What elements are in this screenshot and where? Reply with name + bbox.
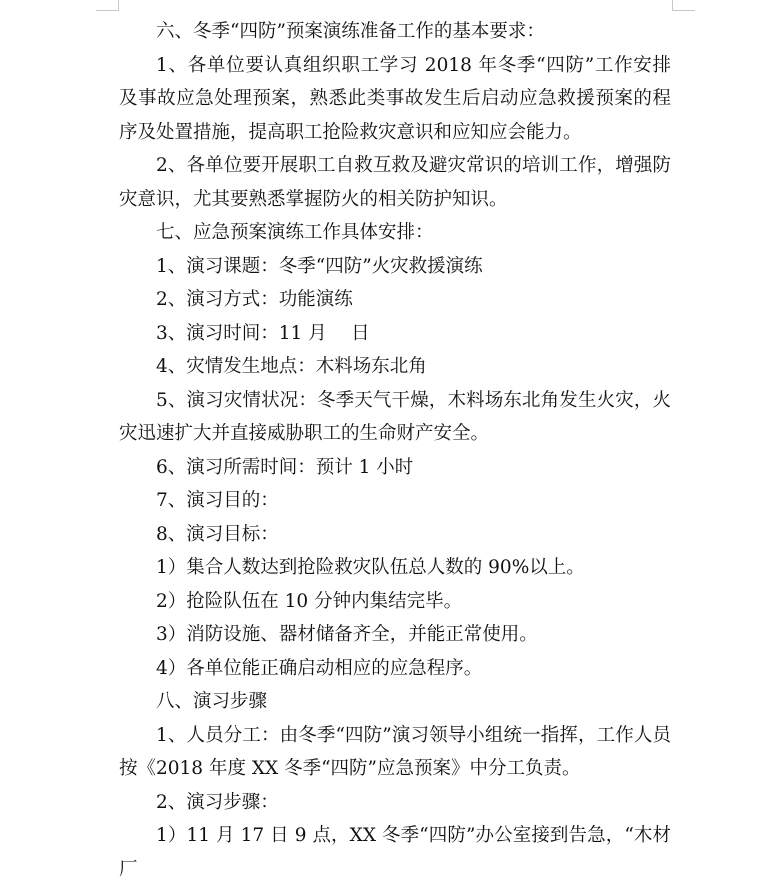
paragraph: 1、各单位要认真组织职工学习 2018 年冬季“四防”工作安排及事故应急处理预案，熟悉此类事故发生后启动应急救援预案的程序及处置措施，提高职工抢险救灾意识和应知应会能力。 [119,54,671,143]
page-corner-mark-right [672,0,695,11]
list-item: 1、人员分工：由冬季“四防”演习领导小组统一指挥，工作人员按《2018 年度 XX 冬季“四防”应急预案》中分工负责。 [119,724,671,779]
section-heading-six: 六、冬季“四防”预案演练准备工作的基本要求： [156,21,545,42]
list-item: 6、演习所需时间：预计 1 小时 [156,456,414,478]
page-corner-mark-left [96,0,119,11]
sub-list-item: 1）11 月 17 日 9 点，XX 冬季“四防”办公室接到告急，“木材厂 [119,825,671,880]
list-item: 2、演习方式：功能演练 [156,289,353,310]
list-item: 4、灾情发生地点：木料场东北角 [156,356,427,377]
sub-list-item: 4）各单位能正确启动相应的应急程序。 [156,657,483,679]
list-item: 1、演习课题：冬季“四防”火灾救援演练 [156,255,483,277]
sub-list-item: 1）集合人数达到抢险救灾队伍总人数的 90%以上。 [156,557,585,578]
section-heading-eight: 八、演习步骤 [156,691,268,712]
section-heading-seven: 七、应急预案演练工作具体安排： [156,222,434,243]
list-item: 3、演习时间：11 月 日 [156,322,370,344]
list-item: 7、演习目的： [156,490,279,511]
sub-list-item: 2）抢险队伍在 10 分钟内集结完毕。 [156,590,463,612]
document-body [119,15,671,886]
paragraph: 2、各单位要开展职工自救互救及避灾常识的培训工作，增强防灾意识，尤其要熟悉掌握防火的相关防护知识。 [119,155,671,210]
sub-list-item: 3）消防设施、器材储备齐全，并能正常使用。 [156,624,538,645]
list-item: 2、演习步骤： [156,791,279,813]
list-item: 8、演习目标： [156,523,279,545]
list-item: 5、演习灾情状况：冬季天气干燥，木料场东北角发生火灾，火灾迅速扩大并直接威胁职工的生命财产安全。 [119,389,671,444]
